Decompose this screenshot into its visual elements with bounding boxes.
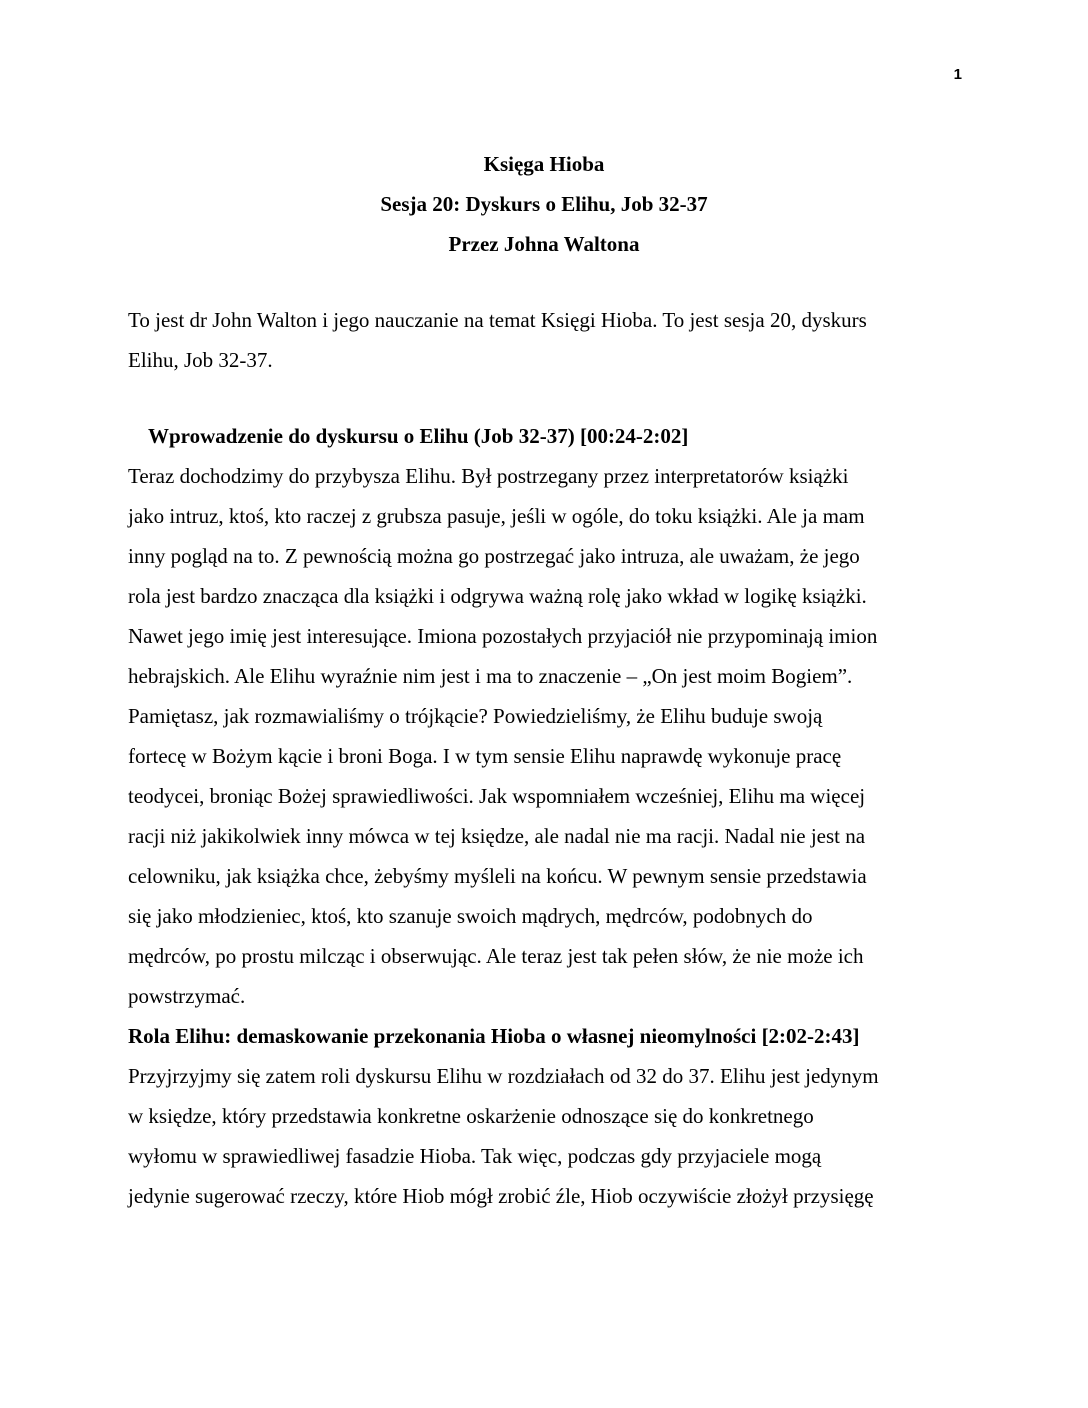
- section-paragraph: [128, 1056, 968, 1216]
- text-line: mędrców, po prostu milcząc i obserwując. Ale teraz jest tak pełen słów, że nie może ich: [128, 944, 864, 968]
- section-heading: Rola Elihu: demaskowanie przekonania Hioba o własnej nieomylności [2:02-2:43]: [128, 1024, 860, 1048]
- text-line: w księdze, który przedstawia konkretne oskarżenie odnoszące się do konkretnego: [128, 1104, 814, 1128]
- text-line: wyłomu w sprawiedliwej fasadzie Hioba. Tak więc, podczas gdy przyjaciele mogą: [128, 1144, 822, 1168]
- text-line: Elihu, Job 32-37.: [128, 348, 273, 372]
- text-line: To jest dr John Walton i jego nauczanie na temat Księgi Hioba. To jest sesja 20, dyskurs: [128, 308, 867, 332]
- document-author: Przez Johna Waltona: [448, 232, 640, 256]
- document-body: [128, 300, 968, 1216]
- text-line: Pamiętasz, jak rozmawialiśmy o trójkącie? Powiedzieliśmy, że Elihu buduje swoją: [128, 704, 823, 728]
- text-line: racji niż jakikolwiek inny mówca w tej księdze, ale nadal nie ma racji. Nadal nie jest na: [128, 824, 866, 848]
- page-number: 1: [953, 66, 962, 83]
- section-paragraph: [128, 456, 968, 1016]
- text-line: się jako młodzieniec, ktoś, kto szanuje swoich mądrych, mędrców, podobnych do: [128, 904, 813, 928]
- text-line: inny pogląd na to. Z pewnością można go postrzegać jako intruza, ale uważam, że jego: [128, 544, 860, 568]
- text-line: jako intruz, ktoś, kto raczej z grubsza pasuje, jeśli w ogóle, do toku książki. Ale ja mam: [128, 504, 865, 528]
- text-line: Nawet jego imię jest interesujące. Imiona pozostałych przyjaciół nie przypominają imion: [128, 624, 878, 648]
- intro-paragraph: [128, 300, 968, 380]
- text-line: rola jest bardzo znacząca dla książki i odgrywa ważną rolę jako wkład w logikę książki.: [128, 584, 867, 608]
- section-heading: Wprowadzenie do dyskursu o Elihu (Job 32-37) [00:24-2:02]: [148, 424, 689, 448]
- text-line: teodycei, broniąc Bożej sprawiedliwości. Jak wspomniałem wcześniej, Elihu ma więcej: [128, 784, 866, 808]
- text-line: powstrzymać.: [128, 984, 246, 1008]
- title-block: [0, 144, 1088, 264]
- text-line: Teraz dochodzimy do przybysza Elihu. Był postrzegany przez interpretatorów książki: [128, 464, 849, 488]
- text-line: fortecę w Bożym kącie i broni Boga. I w tym sensie Elihu naprawdę wykonuje pracę: [128, 744, 842, 768]
- text-line: celowniku, jak książka chce, żebyśmy myśleli na końcu. W pewnym sensie przedstawia: [128, 864, 867, 888]
- text-line: jedynie sugerować rzeczy, które Hiob mógł zrobić źle, Hiob oczywiście złożył przysięgę: [128, 1184, 874, 1208]
- document-subtitle: Sesja 20: Dyskurs o Elihu, Job 32-37: [380, 192, 708, 216]
- text-line: Przyjrzyjmy się zatem roli dyskursu Elihu w rozdziałach od 32 do 37. Elihu jest jedynym: [128, 1064, 879, 1088]
- document-title: Księga Hioba: [483, 152, 605, 176]
- text-line: hebrajskich. Ale Elihu wyraźnie nim jest i ma to znaczenie – „On jest moim Bogiem”.: [128, 664, 853, 688]
